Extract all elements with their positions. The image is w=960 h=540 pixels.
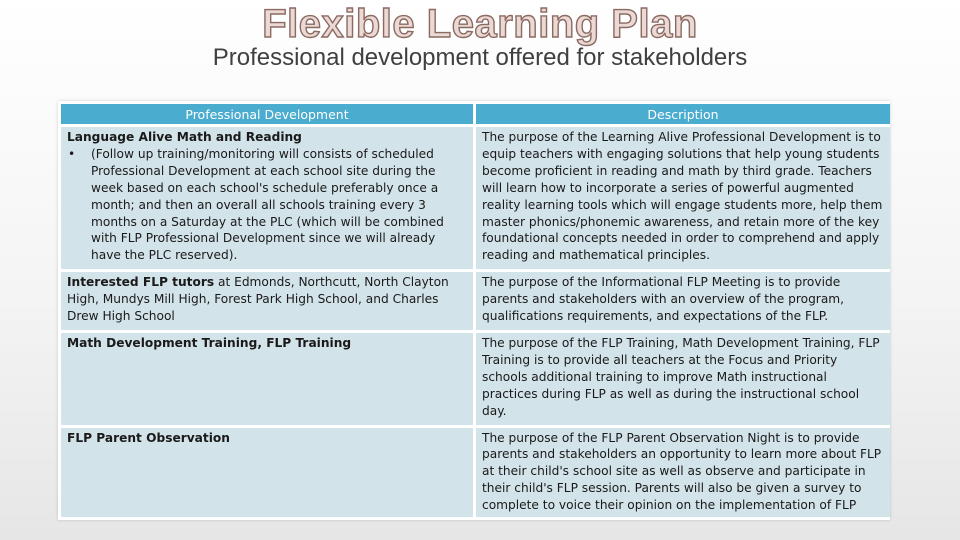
description-cell: The purpose of the FLP Training, Math Development Training, FLP Training is to provide all teachers at the Focus and Priority schools additional training to improve Math instructional practices during FLP as well as during the instructional school day. xyxy=(476,333,890,425)
table-row xyxy=(61,272,890,330)
table-row xyxy=(61,333,890,425)
description-cell: The purpose of the Learning Alive Professional Development is to equip teachers with engaging solutions that help young students become proficient in reading and math by third grade. Teachers will learn how to incorporate a series of powerful augmented reality learning tools which will engage students more, help them master phonics/phonemic awareness, and retain more of the key foundational concepts needed in order to comprehend and apply reading and mathematical principles. xyxy=(476,127,890,269)
description-cell: The purpose of the FLP Parent Observation Night is to provide parents and stakeholders an opportunity to learn more about FLP at their child's school site as well as observe and participate in their child's FLP session. Parents will also be given a survey to complete to voice their opinion on the implementation of FLP xyxy=(476,428,890,518)
pd-table xyxy=(58,101,890,520)
table-row xyxy=(61,127,890,269)
pd-cell xyxy=(61,272,473,330)
description-cell: The purpose of the Informational FLP Meeting is to provide parents and stakeholders with an overview of the program, qualifications requirements, and expectations of the FLP. xyxy=(476,272,890,330)
column-header-pd: Professional Development xyxy=(61,104,473,124)
pd-cell xyxy=(61,127,473,269)
bullet-icon: • xyxy=(68,146,76,161)
pd-bullet-item xyxy=(67,146,466,264)
pd-title: FLP Parent Observation xyxy=(67,430,230,445)
page-title: Flexible Learning Plan xyxy=(262,2,698,46)
pd-detail: at Edmonds, Northcutt, North Clayton High, Mundys Mill High, Forest Park High School, and Charles Drew High School xyxy=(67,275,449,324)
pd-title: Language Alive Math and Reading xyxy=(67,130,302,144)
page-subtitle: Professional development offered for stakeholders xyxy=(212,44,748,71)
pd-title: Math Development Training, FLP Training xyxy=(67,335,352,350)
column-header-description: Description xyxy=(476,104,890,124)
pd-bullet-text: (Follow up training/monitoring will consists of scheduled Professional Development at each school site during the week based on each school's schedule preferably once a month; and then an overall all schools training every 3 months on a Saturday at the PLC (which will be combined with FLP Professional Development since we will already have the PLC reserved). xyxy=(91,146,444,263)
pd-cell xyxy=(61,428,473,518)
table-header-row xyxy=(61,104,890,124)
pd-cell xyxy=(61,333,473,425)
table-row xyxy=(61,428,890,518)
pd-title: Interested FLP tutors xyxy=(67,275,215,290)
